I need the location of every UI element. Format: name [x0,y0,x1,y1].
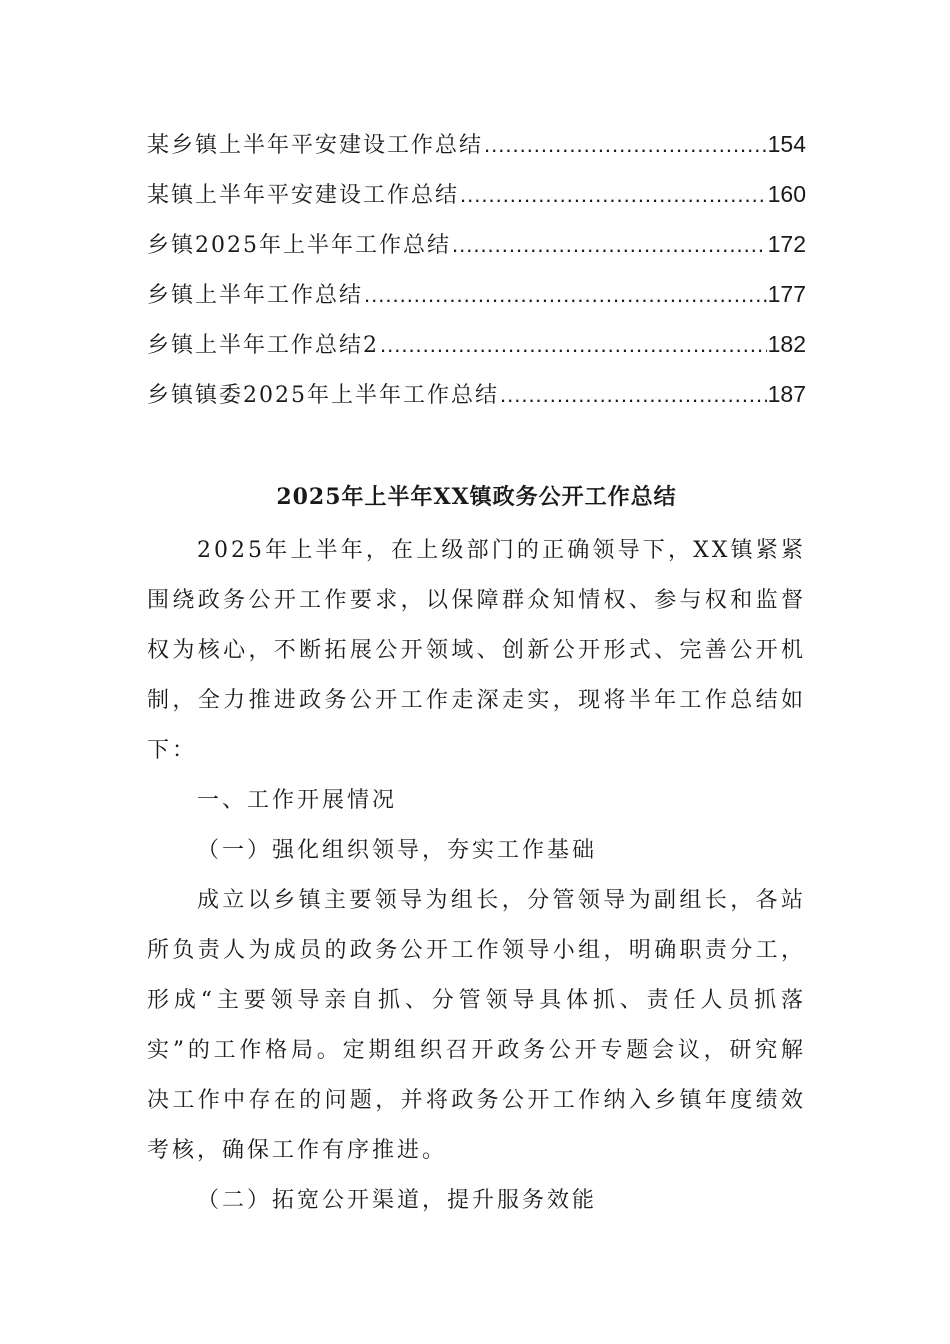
toc-entry-page: 177 [767,281,806,307]
intro-paragraph: 2025年上半年，在上级部门的正确领导下，XX镇紧紧围绕政务公开工作要求，以保障群众知情权、参与权和监督权为核心，不断拓展公开领域、创新公开形式、完善公开机制，全力推进政务公开工作走深走实，现将半年工作总结如下： [147,538,806,763]
toc-entry[interactable] [147,378,806,428]
toc-entry-title: 某乡镇上半年平安建设工作总结 [147,133,484,158]
toc-entry[interactable] [147,228,806,278]
toc-entry-title: 乡镇上半年工作总结2 [147,333,379,358]
toc-leader-dots [452,232,767,258]
toc-leader-dots [380,332,767,358]
toc-entry-page: 187 [767,381,806,407]
toc-leader-dots [484,132,767,158]
subsection-heading: （二）拓宽公开渠道，提升服务效能 [197,1188,598,1213]
toc-entry[interactable] [147,328,806,378]
toc-entry-title: 某镇上半年平安建设工作总结 [147,183,460,208]
toc-leader-dots [364,282,767,308]
table-of-contents [147,128,806,428]
toc-entry[interactable] [147,278,806,328]
section-heading: 一、工作开展情况 [197,788,398,813]
document-title: 2025年上半年XX镇政务公开工作总结 [276,484,677,510]
toc-leader-dots [460,182,767,208]
toc-entry[interactable] [147,178,806,228]
subsection-heading: （一）强化组织领导，夯实工作基础 [197,838,598,863]
toc-entry[interactable] [147,128,806,178]
document-body [147,526,806,1226]
toc-entry-page: 160 [767,181,806,207]
toc-leader-dots [500,382,767,408]
toc-entry-title: 乡镇上半年工作总结 [147,283,364,308]
toc-entry-page: 154 [767,131,806,157]
toc-entry-page: 172 [767,231,806,257]
toc-entry-page: 182 [767,331,806,357]
toc-entry-title: 乡镇镇委2025年上半年工作总结 [147,383,499,408]
subsection-paragraph: 成立以乡镇主要领导为组长，分管领导为副组长，各站所负责人为成员的政务公开工作领导小组，明确职责分工，形成“主要领导亲自抓、分管领导具体抓、责任人员抓落实”的工作格局。定期组织召开政务公开专题会议，研究解决工作中存在的问题，并将政务公开工作纳入乡镇年度绩效考核，确保工作有序推进。 [147,888,806,1163]
toc-entry-title: 乡镇2025年上半年工作总结 [147,233,451,258]
